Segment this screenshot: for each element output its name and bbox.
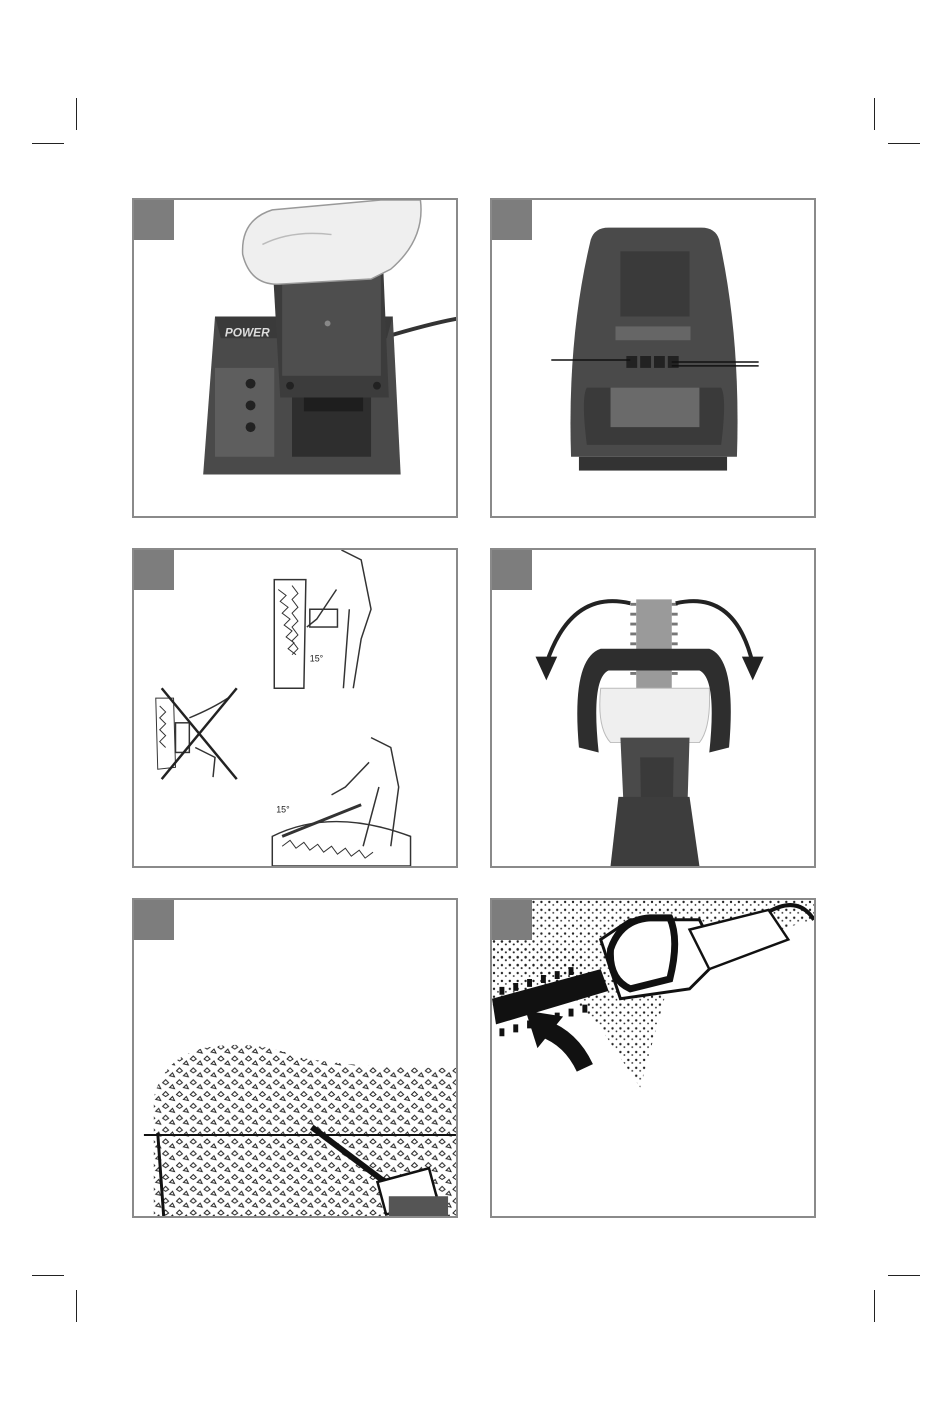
hedge-trimming-positions-drawing [134,550,456,866]
figure-panel-4 [490,548,816,868]
figure-number-tab [492,200,532,240]
figure-number-tab [134,900,174,940]
crop-mark [888,143,920,144]
crop-mark [888,1275,920,1276]
charger-indicator-photo [492,200,814,516]
crop-mark [76,1290,77,1322]
figure-panel-3 [132,548,458,868]
crop-mark [76,98,77,130]
crop-mark [32,143,64,144]
cutting-direction-drawing [492,900,814,1216]
figure-number-tab [492,550,532,590]
figure-panel-2 [490,198,816,518]
crop-mark [874,98,875,130]
battery-charger-photo [134,200,456,516]
trimming-along-string-drawing [134,900,456,1216]
brand-text: POWER [224,325,270,340]
figure-panel-1 [132,198,458,518]
crop-mark [874,1290,875,1322]
figure-number-tab [134,200,174,240]
angle-label-bottom: 15° [276,804,290,815]
figure-panel-6 [490,898,816,1218]
crop-mark [32,1275,64,1276]
angle-label-top: 15° [309,653,324,664]
figure-panel-5 [132,898,458,1218]
rotating-handle-photo [492,550,814,866]
figure-number-tab [492,900,532,940]
figure-number-tab [134,550,174,590]
crossed-out-position [156,688,237,779]
